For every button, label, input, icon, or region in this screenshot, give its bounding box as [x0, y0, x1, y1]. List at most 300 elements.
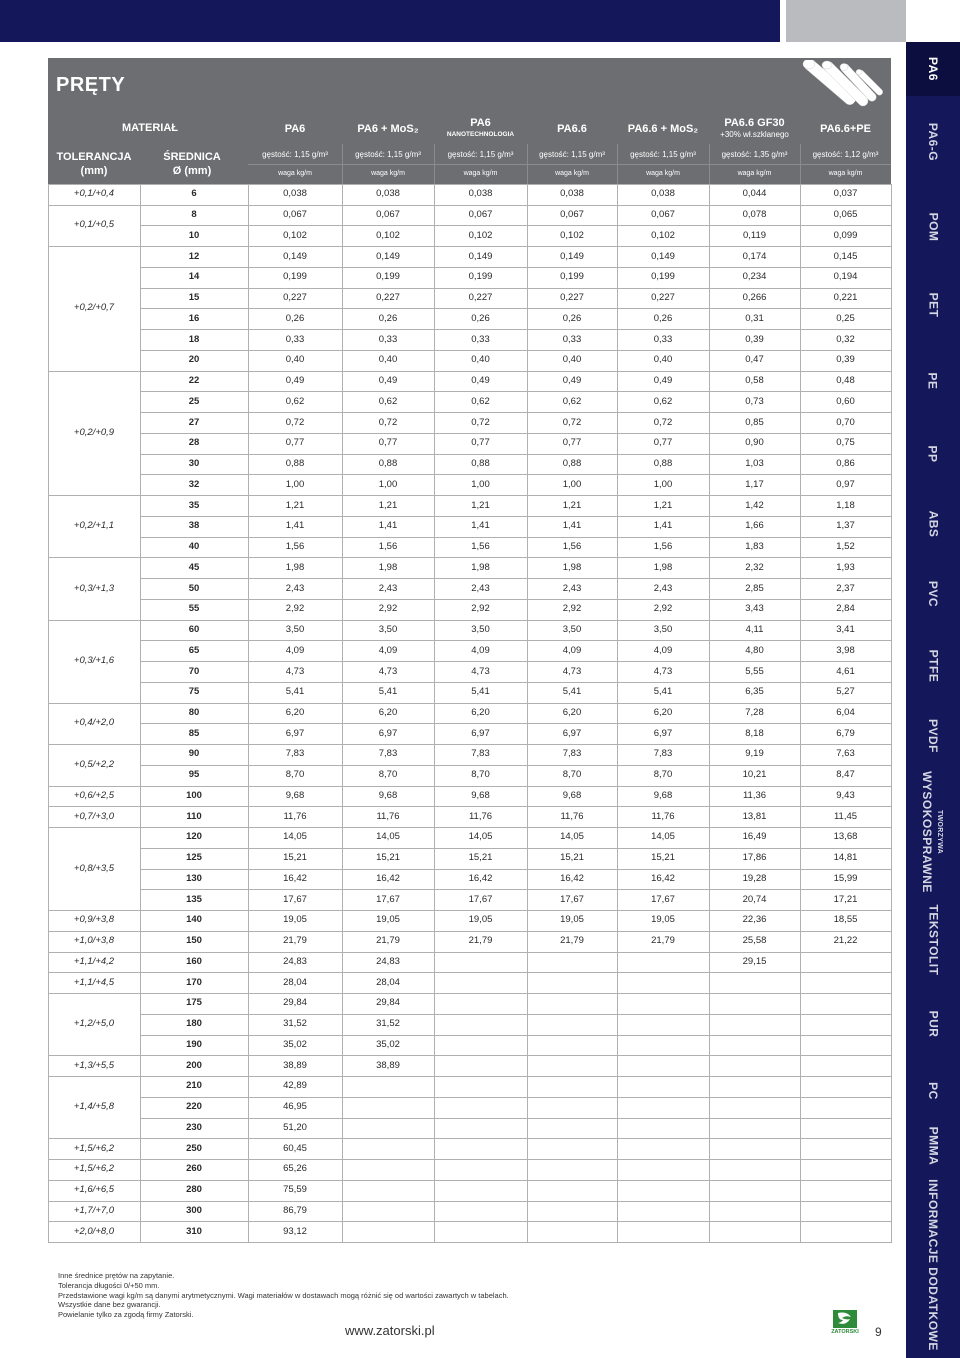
weight-value: 6,79	[836, 728, 855, 739]
grid-line	[140, 205, 891, 206]
weight-value: 7,83	[471, 748, 490, 759]
weight-value: 1,56	[378, 541, 398, 552]
column-name: PA6	[284, 123, 306, 135]
weight-value: 1,03	[745, 458, 764, 469]
weight-value: 17,86	[742, 852, 767, 863]
sidebar-item-text	[921, 771, 945, 893]
diameter-value: 260	[186, 1163, 202, 1174]
weight-value: 0,88	[285, 458, 305, 469]
weight-value: 0,227	[468, 292, 493, 303]
grid-line	[140, 371, 891, 372]
diameter-value: 310	[186, 1226, 202, 1237]
weight-value: 4,61	[836, 666, 855, 677]
sidebar-item-label: TEKSTOLIT	[926, 904, 941, 976]
weight-value: 6,20	[285, 707, 305, 718]
grid-line	[140, 412, 891, 413]
weight-value: 8,47	[836, 769, 855, 780]
tolerance-value: +0,4/+2,0	[73, 717, 115, 728]
weight-value: 13,68	[833, 831, 858, 842]
sidebar-item-text	[927, 650, 939, 683]
sidebar-item-text	[927, 905, 939, 976]
tolerance-value: +1,5/+6,2	[73, 1143, 115, 1154]
weight-value: 6,97	[285, 728, 305, 739]
weight-value: 0,038	[283, 188, 307, 199]
weight-value: 16,42	[283, 873, 307, 884]
diameter-value: 140	[186, 914, 202, 925]
weight-value: 29,84	[283, 997, 307, 1008]
sidebar-item-text	[927, 511, 939, 538]
grid-line	[140, 454, 891, 455]
weight-value: 0,33	[562, 334, 582, 345]
diameter-value: 85	[188, 728, 200, 739]
diameter-value: 180	[186, 1018, 202, 1029]
title-banner	[48, 58, 891, 114]
column-header	[527, 123, 617, 135]
weight-value: 6,20	[653, 707, 673, 718]
column-weight-unit: waga kg/m	[555, 170, 589, 177]
weight-value: 0,40	[562, 354, 582, 365]
weight-value: 11,76	[283, 811, 307, 822]
weight-value: 17,21	[833, 894, 858, 905]
sidebar-item-text	[927, 57, 939, 81]
weight-value: 0,62	[562, 396, 582, 407]
header-col-divider	[617, 144, 618, 184]
tolerance-value: +1,0/+3,8	[73, 935, 115, 946]
weight-value: 0,32	[836, 334, 855, 345]
grid-line	[140, 765, 891, 766]
weight-value: 38,89	[376, 1060, 400, 1071]
diameter-value: 170	[186, 977, 202, 988]
grid-line	[48, 703, 140, 704]
weight-value: 5,41	[653, 686, 673, 697]
grid-line	[140, 889, 891, 890]
diameter-value: 125	[186, 852, 202, 863]
weight-value: 16,42	[376, 873, 400, 884]
weight-value: 0,149	[468, 251, 493, 262]
sidebar-item-pvc[interactable]	[906, 558, 960, 630]
diameter-value: 135	[186, 894, 202, 905]
grid-line	[140, 993, 891, 994]
diameter-value: 200	[186, 1060, 202, 1071]
tolerance-value: +0,3/+1,3	[73, 583, 115, 594]
weight-value: 1,41	[562, 520, 582, 531]
weight-value: 0,227	[560, 292, 584, 303]
footnote-line: Inne średnice prętów na zapytanie.	[58, 1271, 175, 1280]
weight-value: 0,102	[283, 230, 307, 241]
weight-value: 2,43	[562, 583, 582, 594]
weight-value: 21,22	[833, 935, 858, 946]
diameter-value: 300	[186, 1205, 202, 1216]
sidebar-item-pet[interactable]	[906, 266, 960, 344]
weight-value: 4,73	[378, 666, 398, 677]
grid-line	[140, 225, 891, 226]
weight-value: 16,42	[651, 873, 675, 884]
weight-value: 17,67	[560, 894, 584, 905]
sidebar-item-label: INFORMACJE DODATKOWE	[926, 1179, 940, 1351]
header-col-divider	[342, 144, 343, 184]
weight-value: 6,97	[378, 728, 398, 739]
weight-value: 14,05	[560, 831, 584, 842]
sidebar-item-text	[927, 372, 939, 389]
tolerance-value: +0,9/+3,8	[73, 914, 115, 925]
weight-value: 7,83	[285, 748, 305, 759]
weight-value: 0,26	[285, 313, 305, 324]
weight-value: 0,26	[378, 313, 398, 324]
weight-value: 6,97	[653, 728, 673, 739]
weight-value: 2,92	[653, 603, 673, 614]
weight-value: 14,05	[468, 831, 493, 842]
weight-value: 0,227	[283, 292, 307, 303]
weight-value: 0,49	[471, 375, 490, 386]
tolerance-value: +1,7/+7,0	[73, 1205, 115, 1216]
diameter-value: 16	[188, 313, 200, 324]
tolerance-value: +1,1/+4,5	[73, 977, 115, 988]
weight-value: 2,92	[378, 603, 398, 614]
weight-value: 0,62	[378, 396, 398, 407]
grid-line	[140, 910, 891, 911]
tolerance-value: +2,0/+8,0	[73, 1226, 115, 1237]
header-col-divider	[527, 144, 528, 184]
footnote-line: Tolerancja długości 0/+50 mm.	[58, 1280, 160, 1290]
sidebar-item-label: WYSOKOSPRAWNE	[920, 771, 934, 893]
diameter-value: 18	[188, 334, 200, 345]
weight-value: 46,95	[283, 1101, 307, 1112]
tolerance-value: +0,2/+0,7	[73, 302, 115, 313]
weight-value: 19,05	[651, 914, 675, 925]
grid-line	[140, 246, 891, 247]
sidebar-item-pom[interactable]	[906, 188, 960, 266]
page-title: PRĘTY	[56, 74, 126, 96]
sidebar-nav	[906, 42, 960, 1358]
weight-value: 13,81	[742, 811, 767, 822]
sidebar-item-pc[interactable]	[906, 1062, 960, 1120]
sidebar-item-wysokosprawne[interactable]	[906, 770, 960, 894]
weight-value: 1,00	[653, 479, 673, 490]
weight-value: 22,36	[742, 914, 767, 925]
grid-line	[140, 869, 891, 870]
sidebar-item-label: PVDF	[925, 718, 940, 754]
column-weight-unit: waga kg/m	[646, 170, 680, 177]
sidebar-item-abs[interactable]	[906, 490, 960, 558]
weight-value: 0,102	[468, 230, 493, 241]
weight-value: 24,83	[283, 956, 307, 967]
weight-value: 1,00	[378, 479, 398, 490]
weight-value: 21,79	[651, 935, 675, 946]
weight-value: 75,59	[283, 1184, 307, 1195]
weight-value: 1,98	[378, 562, 398, 573]
sidebar-item-pvdf[interactable]	[906, 702, 960, 770]
weight-value: 14,81	[833, 852, 858, 863]
weight-value: 25,58	[742, 935, 767, 946]
weight-value: 0,75	[836, 437, 855, 448]
header-col-divider	[434, 144, 435, 184]
sidebar-item-pa6[interactable]	[906, 42, 960, 96]
grid-line	[48, 1242, 892, 1243]
weight-value: 1,41	[653, 520, 673, 531]
weight-value: 19,05	[376, 914, 400, 925]
weight-value: 0,037	[833, 188, 858, 199]
weight-value: 0,26	[562, 313, 582, 324]
weight-value: 0,25	[836, 313, 855, 324]
grid-line	[140, 640, 891, 641]
grid-line	[140, 827, 891, 828]
grid-line	[140, 848, 891, 849]
column-name: PA6.6	[557, 123, 587, 135]
weight-value: 0,221	[833, 292, 858, 303]
sidebar-item-label: PUR	[926, 1010, 940, 1038]
diameter-value: 45	[188, 562, 200, 573]
tolerance-value: +0,1/+0,5	[73, 219, 115, 230]
weight-value: 6,35	[745, 686, 764, 697]
weight-value: 15,21	[651, 852, 675, 863]
weight-value: 15,21	[376, 852, 400, 863]
sidebar-item-text	[927, 1011, 939, 1038]
grid-line	[48, 184, 49, 1242]
weight-value: 0,33	[653, 334, 673, 345]
diameter-header	[152, 150, 232, 178]
column-header	[617, 123, 709, 135]
weight-value: 0,77	[285, 437, 305, 448]
weight-value: 14,05	[283, 831, 307, 842]
weight-value: 60,45	[283, 1143, 307, 1154]
column-weight-unit: waga kg/m	[737, 170, 772, 177]
sidebar-item-informacje-dodatkowe[interactable]	[906, 1172, 960, 1358]
column-density: gęstość: 1,15 g/m³	[539, 150, 605, 159]
weight-value: 51,20	[283, 1122, 307, 1133]
grid-line	[48, 620, 140, 621]
column-header	[342, 123, 434, 135]
weight-value: 1,41	[378, 520, 398, 531]
weight-value: 0,145	[833, 251, 858, 262]
diameter-value: 230	[186, 1122, 202, 1133]
tolerance-value: +0,5/+2,2	[73, 759, 115, 770]
grid-line	[140, 1118, 891, 1119]
weight-value: 1,56	[653, 541, 673, 552]
weight-value: 3,43	[745, 603, 764, 614]
diameter-value: 150	[186, 935, 202, 946]
weight-value: 4,11	[745, 624, 764, 635]
weight-value: 0,227	[376, 292, 400, 303]
grid-line	[140, 1076, 891, 1077]
grid-line	[140, 329, 891, 330]
weight-value: 3,41	[836, 624, 855, 635]
sidebar-item-label: PET	[926, 292, 940, 318]
footnote-line: Przedstawione wagi kg/m są danymi arytmetycznymi. Wagi materiałów w dostawach mogą różnić się od wartości zawartych w tabelach.	[58, 1290, 509, 1300]
weight-value: 9,68	[285, 790, 305, 801]
weight-value: 0,266	[742, 292, 767, 303]
sidebar-item-pur[interactable]	[906, 986, 960, 1062]
weight-value: 15,21	[468, 852, 493, 863]
diameter-value: 20	[188, 354, 200, 365]
sidebar-item-label: PP	[925, 445, 940, 463]
grid-line	[48, 931, 140, 932]
grid-line	[140, 433, 891, 434]
grid-line	[48, 786, 140, 787]
column-density: gęstość: 1,15 g/m³	[447, 150, 514, 159]
grid-line	[140, 620, 891, 621]
weight-value: 1,93	[836, 562, 855, 573]
weight-value: 24,83	[376, 956, 400, 967]
grid-line	[48, 371, 140, 372]
weight-value: 0,102	[560, 230, 584, 241]
grid-line	[140, 1097, 891, 1098]
diameter-value: 40	[188, 541, 200, 552]
weight-value: 0,067	[468, 209, 493, 220]
weight-value: 1,21	[562, 500, 582, 511]
grid-line	[140, 952, 891, 953]
diameter-value: 100	[186, 790, 202, 801]
tolerance-value: +1,2/+5,0	[73, 1018, 115, 1029]
weight-value: 0,199	[651, 271, 675, 282]
header-divider	[248, 164, 891, 165]
diameter-value: 70	[188, 666, 200, 677]
weight-value: 86,79	[283, 1205, 307, 1216]
weight-value: 5,41	[562, 686, 582, 697]
grid-line	[48, 910, 140, 911]
weight-value: 9,68	[562, 790, 582, 801]
grid-line	[140, 1180, 891, 1181]
sidebar-item-sub: TWORZYWA	[936, 809, 943, 854]
weight-value: 11,76	[560, 811, 584, 822]
grid-line	[140, 557, 891, 558]
weight-value: 0,078	[742, 209, 767, 220]
column-name: PA6.6 + MoS₂	[627, 123, 699, 135]
weight-value: 0,234	[742, 271, 767, 282]
weight-value: 9,68	[378, 790, 398, 801]
weight-value: 8,70	[378, 769, 398, 780]
weight-value: 0,88	[378, 458, 398, 469]
diameter-value: 32	[188, 479, 200, 490]
sidebar-item-text	[927, 719, 939, 753]
column-weight-unit: waga kg/m	[278, 170, 312, 177]
weight-value: 0,038	[560, 188, 584, 199]
weight-value: 1,21	[653, 500, 673, 511]
weight-value: 6,20	[378, 707, 398, 718]
weight-value: 0,199	[468, 271, 493, 282]
diameter-value: 27	[188, 417, 200, 428]
sidebar-item-label: PMMA	[925, 1126, 940, 1166]
weight-value: 0,067	[376, 209, 400, 220]
diameter-value: 28	[188, 437, 200, 448]
sidebar-item-pp[interactable]	[906, 418, 960, 490]
weight-value: 4,73	[653, 666, 673, 677]
weight-value: 1,56	[562, 541, 582, 552]
grid-line	[140, 578, 891, 579]
weight-value: 38,89	[283, 1060, 307, 1071]
tolerance-value: +1,6/+6,5	[73, 1184, 115, 1195]
sidebar-item-tekstolit[interactable]	[906, 894, 960, 986]
weight-value: 0,49	[653, 375, 673, 386]
weight-value: 5,41	[378, 686, 398, 697]
weight-value: 0,102	[651, 230, 675, 241]
weight-value: 7,63	[836, 748, 855, 759]
sidebar-item-text	[927, 293, 939, 318]
column-header	[248, 123, 342, 135]
weight-value: 1,00	[471, 479, 490, 490]
weight-value: 0,174	[742, 251, 767, 262]
diameter-header-line: Ø (mm)	[172, 165, 212, 177]
rods-illustration-icon	[797, 60, 887, 112]
material-header: MATERIAŁ	[121, 122, 178, 134]
diameter-value: 250	[186, 1143, 202, 1154]
sidebar-item-pa6-g[interactable]	[906, 96, 960, 188]
weight-value: 0,119	[742, 230, 767, 241]
weight-value: 0,038	[651, 188, 675, 199]
weight-value: 0,77	[653, 437, 673, 448]
sidebar-item-pmma[interactable]	[906, 1120, 960, 1172]
weight-value: 0,199	[560, 271, 584, 282]
weight-value: 0,33	[285, 334, 305, 345]
grid-line	[891, 184, 892, 1242]
weight-value: 16,49	[742, 831, 767, 842]
weight-value: 0,067	[560, 209, 584, 220]
diameter-value: 10	[188, 230, 200, 241]
weight-value: 0,85	[745, 417, 764, 428]
weight-value: 7,83	[653, 748, 673, 759]
weight-value: 3,50	[653, 624, 673, 635]
weight-value: 0,49	[378, 375, 398, 386]
column-weight-unit: waga kg/m	[463, 170, 498, 177]
weight-value: 5,55	[745, 666, 764, 677]
sidebar-item-label: PA6	[925, 57, 940, 81]
column-name: PA6	[470, 117, 491, 129]
weight-value: 0,33	[378, 334, 398, 345]
sidebar-item-label: PA6-G	[925, 122, 940, 162]
weight-value: 0,149	[283, 251, 307, 262]
weight-value: 6,97	[471, 728, 490, 739]
weight-value: 29,15	[742, 956, 767, 967]
diameter-value: 120	[186, 831, 202, 842]
diameter-value: 14	[188, 271, 200, 282]
weight-value: 9,68	[653, 790, 673, 801]
diameter-value: 6	[191, 188, 197, 199]
grid-line	[140, 1159, 891, 1160]
weight-value: 4,80	[745, 645, 764, 656]
tolerance-header	[48, 150, 140, 178]
weight-value: 1,18	[836, 500, 855, 511]
weight-value: 11,76	[468, 811, 493, 822]
sidebar-item-pe[interactable]	[906, 344, 960, 418]
grid-line	[140, 391, 891, 392]
weight-value: 0,62	[653, 396, 673, 407]
diameter-value: 220	[186, 1101, 202, 1112]
weight-value: 7,83	[562, 748, 582, 759]
weight-value: 8,70	[562, 769, 582, 780]
weight-value: 2,32	[745, 562, 764, 573]
tolerance-value: +1,5/+6,2	[73, 1163, 115, 1174]
weight-value: 4,73	[471, 666, 490, 677]
weight-value: 16,42	[560, 873, 584, 884]
grid-line	[140, 723, 891, 724]
sidebar-item-label: PE	[925, 372, 940, 390]
weight-value: 0,31	[745, 313, 764, 324]
weight-value: 1,41	[471, 520, 490, 531]
column-header	[434, 117, 527, 141]
weight-value: 2,92	[562, 603, 582, 614]
weight-value: 1,98	[471, 562, 490, 573]
weight-value: 0,47	[745, 354, 764, 365]
sidebar-item-ptfe[interactable]	[906, 630, 960, 702]
column-subtitle: NANOTECHNOLOGIA	[446, 131, 515, 138]
weight-value: 0,49	[285, 375, 305, 386]
grid-line	[140, 1138, 891, 1139]
weight-value: 21,79	[376, 935, 400, 946]
weight-value: 19,28	[742, 873, 767, 884]
sidebar-item-label: PC	[925, 1082, 940, 1100]
column-name: PA6.6+PE	[820, 123, 871, 135]
grid-line	[48, 246, 140, 247]
website-link[interactable]: www.zatorski.pl	[345, 1323, 435, 1338]
